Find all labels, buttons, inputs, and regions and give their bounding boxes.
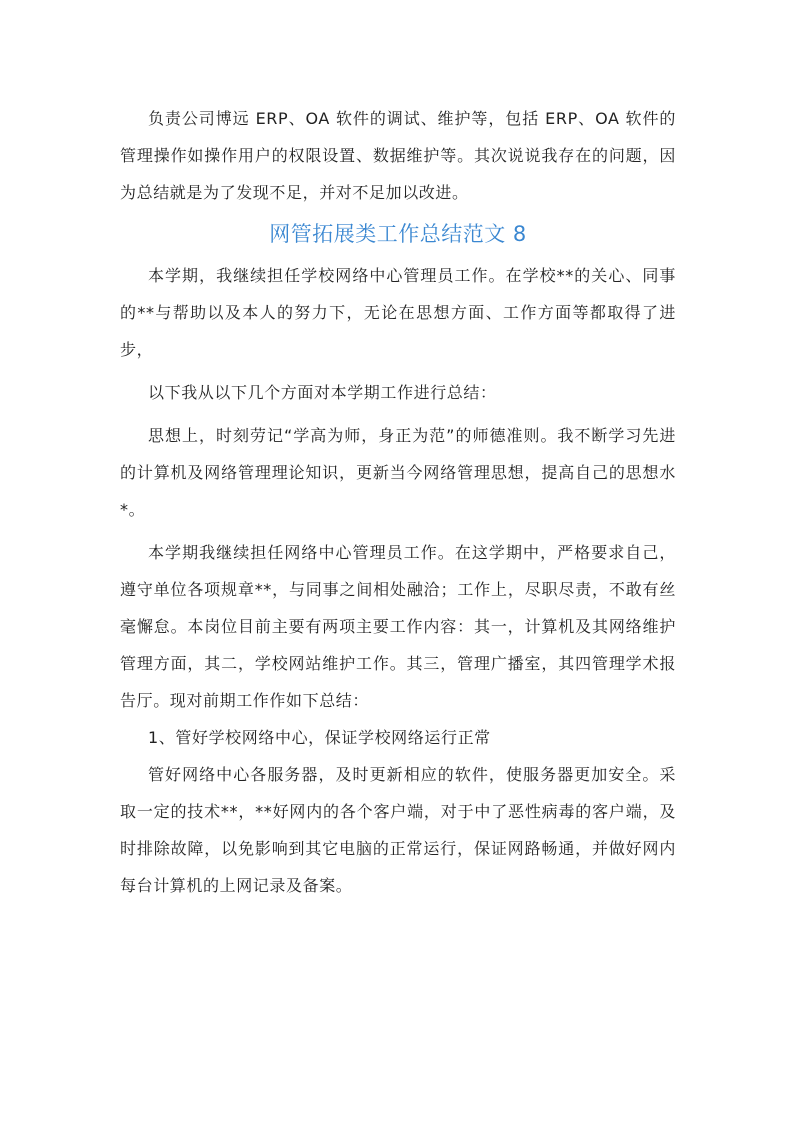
paragraph-2: 以下我从以下几个方面对本学期工作进行总结： (148, 383, 497, 402)
section-heading: 网管拓展类工作总结范文 8 (269, 222, 527, 246)
paragraph-intro: 负责公司博远 ERP、OA 软件的调试、维护等，包括 ERP、OA 软件的管理操作如操作用户的权限设置、数据维护等。其次说说我存在的问题，因为总结就是为了发现不足，并对不足加以改进。 (120, 109, 676, 202)
paragraph-5: 1、管好学校网络中心，保证学校网络运行正常 (148, 728, 491, 747)
paragraph-6: 管好网络中心各服务器，及时更新相应的软件，使服务器更加安全。采取一定的技术**，**好网内的各个客户端，对于中了恶性病毒的客户端，及时排除故障，以免影响到其它电脑的正常运行，保证网路畅通，并做好网内每台计算机的上网记录及备案。 (120, 765, 676, 895)
paragraph-1: 本学期，我继续担任学校网络中心管理员工作。在学校**的关心、同事的**与帮助以及本人的努力下，无论在思想方面、工作方面等都取得了进步， (120, 266, 676, 359)
paragraph-4: 本学期我继续担任网络中心管理员工作。在这学期中，严格要求自己，遵守单位各项规章**，与同事之间相处融洽；工作上，尽职尽责，不敢有丝毫懈怠。本岗位目前主要有两项主要工作内容：其一，计算机及其网络维护管理方面，其二，学校网站维护工作。其三，管理广播室，其四管理学术报告厅。现对前期工作作如下总结： (120, 543, 676, 710)
document-body (120, 100, 676, 904)
paragraph-3: 思想上，时刻劳记“学高为师，身正为范”的师德准则。我不断学习先进的计算机及网络管理理论知识，更新当今网络管理思想，提高自己的思想水*。 (120, 426, 676, 519)
